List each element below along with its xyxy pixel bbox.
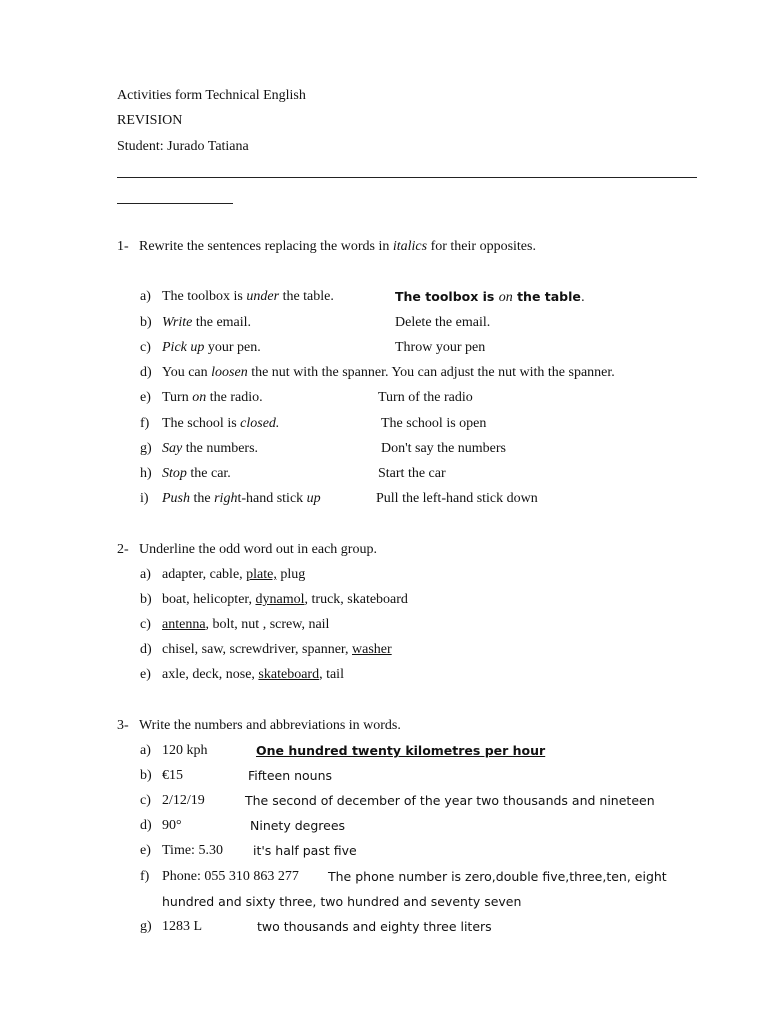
underlined-word: washer — [352, 642, 392, 657]
answer-text: Don't say the numbers — [381, 441, 507, 456]
separator-line — [117, 177, 697, 178]
answer-text: The toolbox is on the table. — [395, 289, 585, 305]
answer-text: The school is open — [381, 416, 487, 431]
underlined-word: dynamol — [255, 592, 305, 607]
list-item: c) Pick up your pen. — [140, 340, 261, 355]
underlined-word: skateboard — [258, 667, 320, 682]
section-3-heading: 3- Write the numbers and abbreviations in words. — [117, 718, 401, 733]
answer-text: it's half past five — [253, 843, 357, 858]
answer-text: Pull the left-hand stick down — [376, 491, 538, 506]
instruction-text: for their opposites. — [427, 239, 536, 254]
list-item: g) 1283 L — [140, 919, 203, 934]
answer-text: Ninety degrees — [250, 818, 346, 833]
list-item: a) The toolbox is under the table. — [140, 289, 334, 304]
list-item: g) Say the numbers. — [140, 441, 259, 456]
student-name: Student: Jurado Tatiana — [117, 139, 249, 154]
list-item: i) Push the right-hand stick up — [140, 491, 321, 506]
list-item: e) axle, deck, nose, skateboard, tail — [140, 667, 344, 682]
list-item: b) Write the email. — [140, 315, 252, 330]
answer-text: One hundred twenty kilometres per hour — [256, 743, 546, 758]
answer-text: Delete the email. — [395, 315, 491, 330]
answer-text-continued: hundred and sixty three, two hundred and seventy seven — [162, 894, 522, 909]
list-item: f) The school is closed. — [140, 416, 280, 431]
answer-text: You can adjust the nut with the spanner. — [391, 365, 615, 380]
list-item: e) Time: 5.30 — [140, 843, 223, 858]
section-2-heading: 2- Underline the odd word out in each group. — [117, 542, 377, 557]
underlined-word: antenna — [162, 617, 206, 632]
document-title: Activities form Technical English — [117, 88, 306, 103]
answer-text: The phone number is zero,double five,three,ten, eight — [328, 869, 667, 884]
list-item: d) You can loosen the nut with the spanner. You can adjust the nut with the spanner. — [140, 365, 615, 380]
section-1-heading — [117, 239, 536, 255]
answer-text: two thousands and eighty three liters — [257, 919, 492, 934]
answer-text: The second of december of the year two thousands and nineteen — [245, 793, 655, 808]
list-item: b) €15 — [140, 768, 183, 783]
list-item: a) adapter, cable, plate, plug — [140, 567, 306, 582]
underlined-word: plate, — [246, 567, 277, 582]
list-item: d) 90° — [140, 818, 182, 833]
document-subtitle: REVISION — [117, 113, 183, 128]
section-number: 1- — [117, 239, 129, 254]
list-item: a) 120 kph — [140, 743, 208, 758]
answer-text: Throw your pen — [395, 340, 486, 355]
instruction-italic: italics — [392, 239, 428, 254]
list-item: h) Stop the car. — [140, 466, 231, 481]
list-item: b) boat, helicopter, dynamol, truck, skateboard — [140, 592, 408, 607]
list-item: e) Turn on the radio. — [140, 390, 263, 405]
separator-line-short — [117, 203, 233, 204]
list-item: c) 2/12/19 — [140, 793, 205, 808]
list-item: f) Phone: 055 310 863 277 — [140, 869, 299, 884]
answer-text: Start the car — [378, 466, 446, 481]
list-item: c) antenna, bolt, nut , screw, nail — [140, 617, 330, 632]
answer-text: Fifteen nouns — [248, 768, 333, 783]
list-item: d) chisel, saw, screwdriver, spanner, washer — [140, 642, 392, 657]
answer-text: Turn of the radio — [378, 390, 473, 405]
instruction-text: Rewrite the sentences replacing the words in — [139, 239, 393, 254]
